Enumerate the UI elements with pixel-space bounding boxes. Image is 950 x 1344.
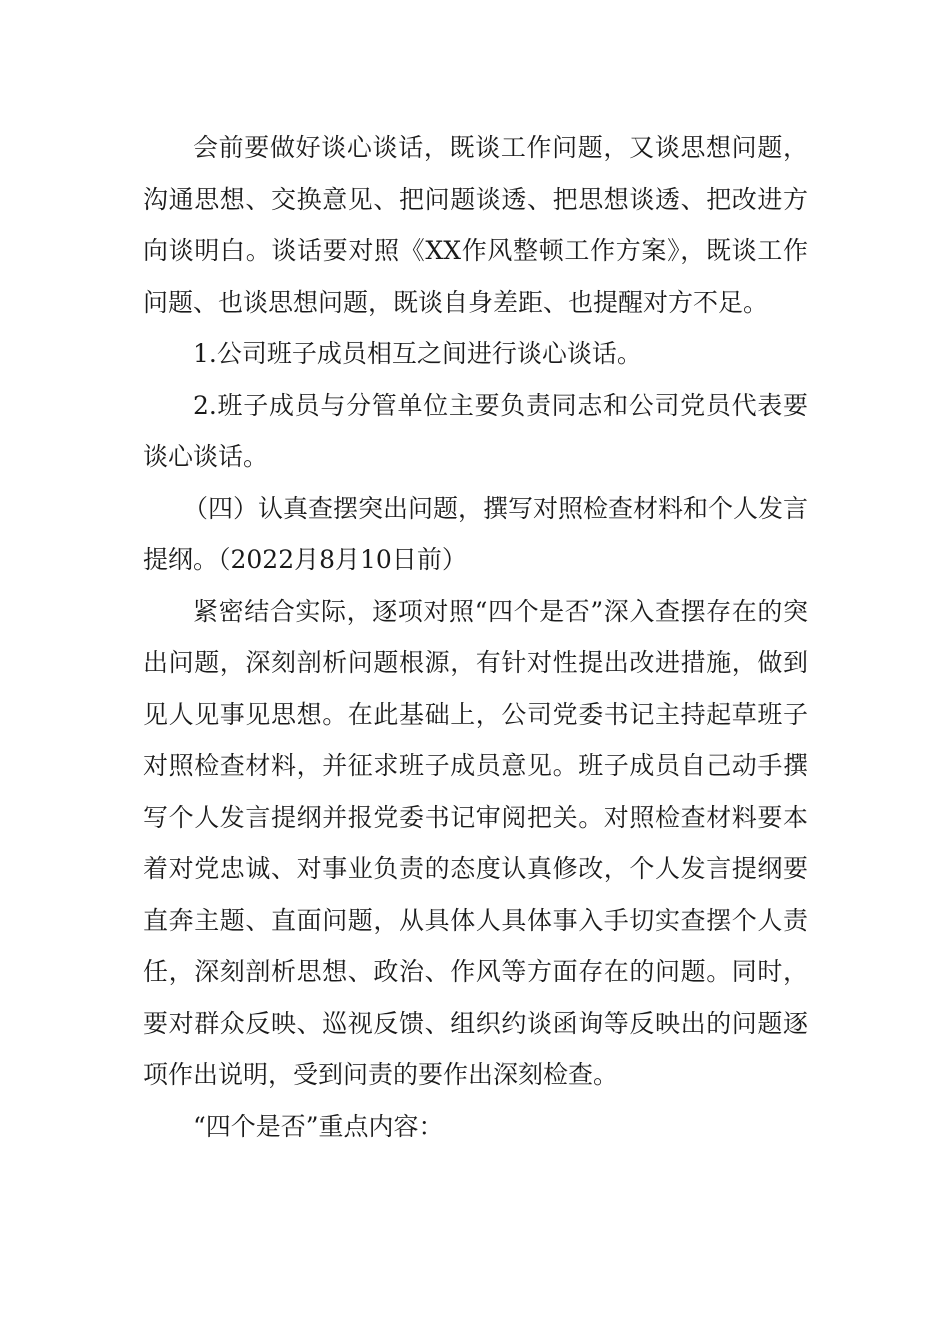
- paragraph-item-1: 1.公司班子成员相互之间进行谈心谈话。: [193, 339, 642, 368]
- document-body: [143, 122, 808, 1152]
- paragraph-item-2: 2.班子成员与分管单位主要负责同志和公司党员代表要谈心谈话。: [143, 390, 808, 471]
- paragraph-four-whether-heading: “四个是否”重点内容：: [193, 1111, 444, 1141]
- paragraph-problem-review: 紧密结合实际，逐项对照“四个是否”深入查摆存在的突出问题，深刻剖析问题根源，有针对性提出改进措施，做到见人见事见思想。在此基础上，公司党委书记主持起草班子对照检查材料，并征求班子成员意见。班子成员自己动手撰写个人发言提纲并报党委书记审阅把关。对照检查材料要本着对党忠诚、对事业负责的态度认真修改，个人发言提纲要直奔主题、直面问题，从具体人具体事入手切实查摆个人责任，深刻剖析思想、政治、作风等方面存在的问题。同时，要对群众反映、巡视反馈、组织约谈函询等反映出的问题逐项作出说明，受到问责的要作出深刻检查。: [143, 596, 808, 1089]
- paragraph-talk-preparation: 会前要做好谈心谈话，既谈工作问题，又谈思想问题，沟通思想、交换意见、把问题谈透、把思想谈透、把改进方向谈明白。谈话要对照《XX作风整顿工作方案》，既谈工作问题、也谈思想问题，既谈自身差距、也提醒对方不足。: [143, 133, 808, 317]
- section-heading-four: （四）认真查摆突出问题，撰写对照检查材料和个人发言提纲。（2022月8月10日前）: [143, 493, 809, 574]
